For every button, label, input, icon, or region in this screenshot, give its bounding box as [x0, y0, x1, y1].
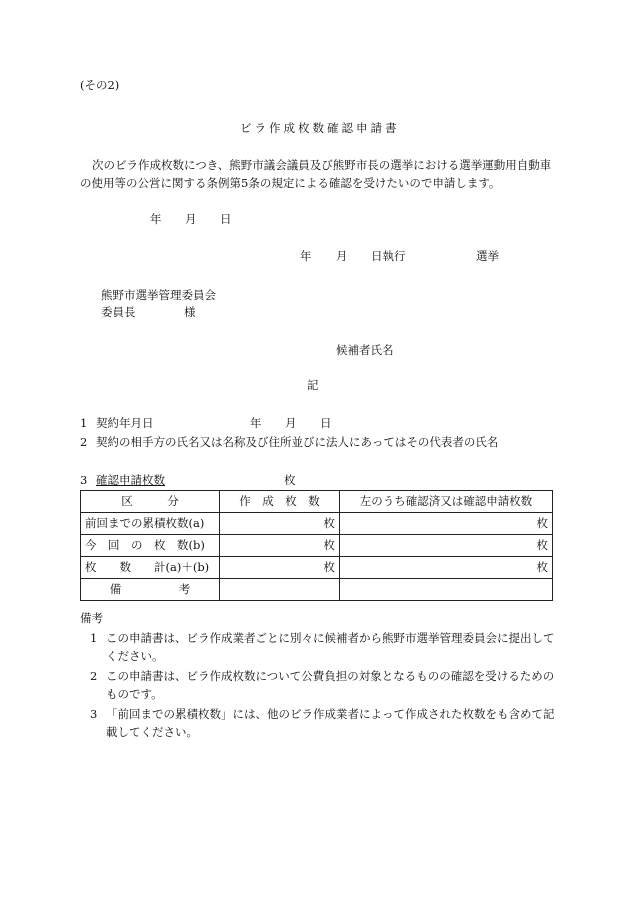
- form-number: (その2): [80, 78, 120, 92]
- count-table: [80, 490, 553, 601]
- election-year-label: 年: [300, 249, 312, 263]
- item-1-month: 月: [285, 416, 297, 430]
- item-1-day: 日: [320, 416, 332, 430]
- note-text: この申請書は、ビラ作成枚数について公費負担の対象となるものの確認を受けるためのものです。: [106, 668, 555, 701]
- table-row: [81, 535, 553, 557]
- table-row: [81, 513, 553, 535]
- table-row: [81, 579, 553, 601]
- election-month-label: 月: [336, 249, 348, 263]
- note-text: この申請書は、ビラ作成業者ごとに別々に候補者から熊野市選挙管理委員会に提出してください。: [106, 630, 555, 663]
- intro-paragraph: 次のビラ作成枚数につき、熊野市議会議員及び熊野市長の選挙における選挙運動用自動車の使用等の公営に関する条例第5条の規定による確認を受けたいので申請します。: [80, 158, 552, 190]
- row-label: 備 考: [81, 579, 220, 601]
- item-1-label: 契約年月日: [96, 416, 154, 430]
- row-sakusei-cell: 枚: [220, 513, 340, 535]
- notes-heading: 備考: [80, 611, 103, 625]
- election-day-exec-label: 日執行: [371, 249, 406, 263]
- item-1-number: 1: [80, 416, 88, 430]
- row-sakusei-cell: 枚: [220, 557, 340, 579]
- item-3-label-text: 確認申請枚数: [96, 473, 165, 487]
- list-item: [80, 705, 555, 741]
- list-item: [80, 629, 555, 665]
- notes-section: [80, 611, 555, 741]
- committee-name: 熊野市選挙管理委員会: [101, 288, 216, 302]
- item-3-label: [96, 473, 296, 489]
- row-sakusei-cell: 枚: [220, 535, 340, 557]
- honorific: 様: [184, 305, 196, 319]
- item-1-year: 年: [250, 416, 262, 430]
- table-header-row: [81, 491, 553, 513]
- note-number: 2: [90, 668, 98, 683]
- header-sakusei: 作 成 枚 数: [220, 491, 340, 513]
- row-sakusei-cell: [220, 579, 340, 601]
- note-text: 「前回までの累積枚数」には、他のビラ作成業者によって作成された枚数をも含めて記載してください。: [106, 706, 555, 739]
- item-2-number: 2: [80, 435, 88, 449]
- note-number: 1: [90, 630, 98, 645]
- row-kakunin-cell: 枚: [340, 513, 553, 535]
- date-month-label: 月: [185, 212, 197, 226]
- row-label: 枚 数 計(a)＋(b): [81, 557, 220, 579]
- election-label: 選挙: [476, 249, 499, 263]
- row-kakunin-cell: [340, 579, 553, 601]
- item-3-number: 3: [80, 473, 88, 487]
- date-day-label: 日: [220, 212, 232, 226]
- row-kakunin-cell: 枚: [340, 535, 553, 557]
- header-kubun: 区 分: [81, 491, 220, 513]
- date-year-label: 年: [150, 212, 162, 226]
- header-kakunin: 左のうち確認済又は確認申請枚数: [340, 491, 553, 513]
- list-item: [80, 667, 555, 703]
- note-number: 3: [90, 706, 98, 721]
- table-row: [81, 557, 553, 579]
- item-2-label: 契約の相手方の氏名又は名称及び住所並びに法人にあってはその代表者の氏名: [96, 435, 499, 449]
- row-kakunin-cell: 枚: [340, 557, 553, 579]
- row-label: 前回までの累積枚数(a): [81, 513, 220, 535]
- ki-heading: 記: [307, 378, 319, 392]
- item-3-unit: 枚: [284, 473, 296, 487]
- row-label: 今 回 の 枚 数(b): [81, 535, 220, 557]
- chair-title: 委員長: [101, 305, 136, 319]
- page-title: ビラ作成枚数確認申請書: [240, 121, 400, 135]
- candidate-name-label: 候補者氏名: [336, 343, 394, 357]
